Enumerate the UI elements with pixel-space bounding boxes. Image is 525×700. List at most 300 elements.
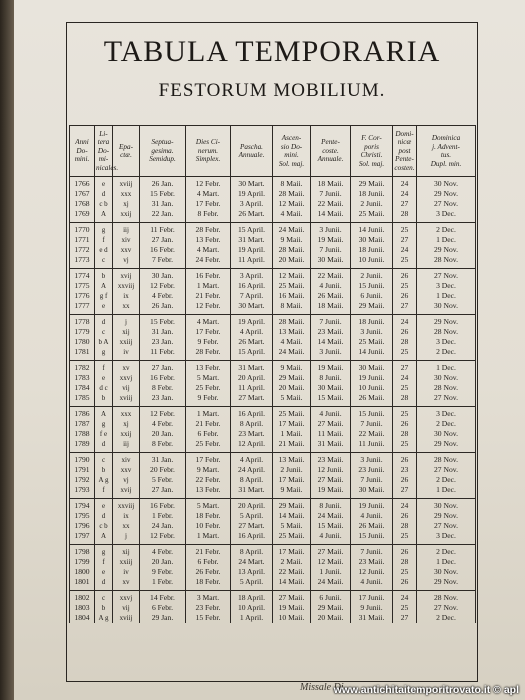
table-cell: 16 Febr. [140,245,186,255]
table-row [70,499,476,512]
table-cell: 27 Mart. [231,393,273,407]
table-cell: f [95,235,113,245]
table-cell: 20 Febr. [140,465,186,475]
table-cell: 8 April. [231,545,273,558]
table-cell: 16 April. [231,281,273,291]
table-cell: 2 Dec. [417,347,476,361]
table-cell: 12 Maii. [311,557,351,567]
table-cell: 1789 [70,439,95,453]
table-cell: g f [95,291,113,301]
table-row [70,301,476,315]
table-cell: c [95,327,113,337]
table-cell: 1783 [70,373,95,383]
table-cell: 23 Maii. [311,453,351,466]
table-cell: 25 [393,603,417,613]
table-cell: 8 April. [231,419,273,429]
table-cell: 13 Maii. [273,453,311,466]
table-cell: 24 [393,499,417,512]
table-cell: 25 [393,383,417,393]
table-cell: xvij [113,485,140,499]
table-cell: 16 Febr. [140,373,186,383]
table-cell: 28 Maii. [273,245,311,255]
table-cell: 9 Maii. [273,361,311,374]
table-cell: A [95,209,113,223]
column-header: Pente- coste. Annuale. [311,126,351,177]
table-cell: e [95,567,113,577]
table-cell: 1 Mart. [186,407,231,420]
table-cell: 26 [393,475,417,485]
column-header: F. Cor- poris Christi. Sol. maj. [351,126,393,177]
table-row [70,255,476,269]
table-cell: 1766 [70,177,95,190]
table-cell: 27 [393,613,417,623]
table-cell: 28 Nov. [417,255,476,269]
table-cell: 15 Junii. [351,531,393,545]
table-cell: 11 Junii. [351,439,393,453]
table-cell: 24 Jan. [140,521,186,531]
table-cell: 17 Febr. [186,199,231,209]
table-row [70,199,476,209]
table-cell: 30 Maii. [351,235,393,245]
table-cell: A [95,407,113,420]
table-cell: 20 Jan. [140,557,186,567]
table-cell: ix [113,511,140,521]
column-header: Ascen- sio Do- mini. Sol. maj. [273,126,311,177]
watermark: www.antichitaitemporitrovato.it © apl [333,684,519,696]
table-cell: 27 Nov. [417,603,476,613]
table-cell: 23 Maii. [311,327,351,337]
table-cell: 26 Jan. [140,177,186,190]
table-cell: g [95,545,113,558]
table-cell: 26 Jan. [140,301,186,315]
table-cell: A g [95,475,113,485]
table-cell: 19 April. [231,189,273,199]
table-row [70,485,476,499]
table-cell: d c [95,383,113,393]
table-cell: 1 Dec. [417,235,476,245]
table-row [70,613,476,623]
table-cell: 27 Nov. [417,465,476,475]
column-header: Domi- nicæ post Pente- costen. [393,126,417,177]
table-cell: 14 Febr. [140,591,186,604]
table-cell: xxviij [113,281,140,291]
table-cell: 4 Febr. [140,545,186,558]
table-header-row [70,126,476,177]
table-cell: xx [113,301,140,315]
table-cell: d [95,439,113,453]
table-cell: 23 Jan. [140,393,186,407]
table-row [70,393,476,407]
table-cell: 25 [393,407,417,420]
table-cell: xxviij [113,499,140,512]
table-cell: 25 [393,347,417,361]
table-cell: 1801 [70,577,95,591]
table-cell: 24 [393,591,417,604]
table-cell: 27 Mart. [231,521,273,531]
table-cell: iij [113,223,140,236]
table-cell: 29 Jan. [140,613,186,623]
table-cell: 17 Febr. [186,327,231,337]
table-cell: 24 Maii. [273,347,311,361]
table-cell: 30 Mart. [231,177,273,190]
table-cell: 28 [393,209,417,223]
table-cell: g [95,223,113,236]
table-cell: 1804 [70,613,95,623]
table-cell: 24 Maii. [311,577,351,591]
table-cell: 8 Febr. [140,383,186,393]
table-cell: 29 Maii. [351,177,393,190]
table-cell: 4 Junii. [311,281,351,291]
table-cell: 14 Maii. [311,209,351,223]
table-cell: 11 April. [231,255,273,269]
table-cell: 25 Febr. [186,439,231,453]
table-cell: 29 Maii. [273,373,311,383]
table-cell: c [95,591,113,604]
table-cell: 27 Maii. [273,591,311,604]
table-cell: 25 Febr. [186,383,231,393]
table-cell: 4 Febr. [140,291,186,301]
table-cell: 13 Febr. [186,235,231,245]
table-cell: 31 Maii. [351,613,393,623]
table-cell: xiv [113,453,140,466]
table-cell: 25 [393,281,417,291]
table-cell: 4 April. [231,453,273,466]
table-cell: 5 Maii. [273,393,311,407]
table-cell: 12 Maii. [273,269,311,282]
table-cell: 1 Maii. [273,429,311,439]
table-cell: 30 Maii. [311,255,351,269]
table-cell: 1771 [70,235,95,245]
table-cell: 26 Mart. [231,209,273,223]
table-cell: 3 Junii. [351,327,393,337]
table-cell: 25 Maii. [351,209,393,223]
table-cell: j [113,315,140,328]
table-cell: 30 Nov. [417,373,476,383]
table-row [70,439,476,453]
table-cell: 30 Nov. [417,301,476,315]
table-cell: 28 Maii. [273,189,311,199]
column-header: Dominica j. Advent- tus. Dupl. min. [417,126,476,177]
table-cell: 5 April. [231,511,273,521]
table-cell: 1794 [70,499,95,512]
table-cell: 4 April. [231,327,273,337]
table-cell: 27 Maii. [311,545,351,558]
table-row [70,383,476,393]
table-cell: 26 [393,511,417,521]
table-cell: 24 [393,245,417,255]
table-cell: 19 Maii. [311,361,351,374]
table-cell: 17 Maii. [273,475,311,485]
table-row [70,315,476,328]
table-cell: 26 Febr. [186,567,231,577]
table-cell: 29 Maii. [273,499,311,512]
table-cell: 28 Nov. [417,453,476,466]
table-cell: 1 Dec. [417,361,476,374]
table-cell: 12 Febr. [140,407,186,420]
table-cell: 15 April. [231,223,273,236]
table-cell: 16 April. [231,531,273,545]
table-cell: 26 [393,577,417,591]
table-cell: 4 Febr. [140,419,186,429]
page-subtitle: FESTORUM MOBILIUM. [158,80,386,101]
table-cell: 15 Febr. [140,315,186,328]
table-cell: 24 [393,177,417,190]
table-cell: 7 Febr. [140,255,186,269]
table-cell: 25 [393,255,417,269]
table-cell: 20 Jan. [140,429,186,439]
table-cell: 18 Febr. [186,577,231,591]
table-cell: 8 Junii. [311,499,351,512]
table-cell: 18 Junii. [351,189,393,199]
table-cell: xxvj [113,373,140,383]
table-cell: 19 Junii. [351,499,393,512]
table-cell: xxij [113,209,140,223]
table-cell: 24 April. [231,465,273,475]
table-cell: 22 Maii. [311,199,351,209]
table-cell: 29 Nov. [417,577,476,591]
table-cell: xviij [113,177,140,190]
table-cell: 8 Maii. [273,301,311,315]
table-cell: 11 Febr. [140,223,186,236]
table-cell: xj [113,419,140,429]
table-cell: xv [113,361,140,374]
table-cell: 2 Junii. [351,269,393,282]
table-cell: 13 Febr. [186,361,231,374]
table-cell: 15 Febr. [140,189,186,199]
table-cell: 1 Mart. [186,531,231,545]
table-cell: 7 Junii. [311,245,351,255]
table-cell: 3 Dec. [417,531,476,545]
table-cell: 29 Maii. [351,301,393,315]
table-cell: 6 Junii. [351,291,393,301]
feasts-table [69,125,476,623]
table-cell: 10 April. [231,603,273,613]
table-cell: 1 Dec. [417,485,476,499]
table-row [70,373,476,383]
table-row [70,419,476,429]
table-cell: 1782 [70,361,95,374]
table-cell: 28 [393,393,417,407]
table-cell: 29 Maii. [311,603,351,613]
table-row [70,511,476,521]
table-cell: 24 [393,373,417,383]
table-cell: 31 Jan. [140,199,186,209]
table-cell: 1777 [70,301,95,315]
table-cell: f [95,557,113,567]
table-cell: 1 Febr. [140,577,186,591]
table-cell: 15 Febr. [186,613,231,623]
table-cell: xxv [113,245,140,255]
table-cell: d [95,189,113,199]
table-cell: ix [113,291,140,301]
table-cell: 27 [393,361,417,374]
table-cell: 27 [393,485,417,499]
table-cell: 3 Junii. [351,453,393,466]
book-spine [0,0,14,700]
table-cell: 31 Jan. [140,453,186,466]
table-cell: 1803 [70,603,95,613]
table-cell: 28 Nov. [417,383,476,393]
table-cell: 7 Junii. [351,545,393,558]
table-cell: 1778 [70,315,95,328]
table-cell: 11 Maii. [311,429,351,439]
table-cell: 1796 [70,521,95,531]
table-cell: 11 April. [231,383,273,393]
table-cell: 31 Maii. [311,439,351,453]
table-cell: 25 Maii. [273,281,311,291]
table-row [70,567,476,577]
table-row [70,591,476,604]
table-cell: 16 Maii. [273,291,311,301]
table-row [70,603,476,613]
table-row [70,521,476,531]
table-cell: 27 Jan. [140,235,186,245]
table-cell: 27 Maii. [311,419,351,429]
table-cell: 27 Jan. [140,361,186,374]
table-cell: 1792 [70,475,95,485]
table-cell: 22 Maii. [311,269,351,282]
table-cell: 7 Junii. [311,315,351,328]
table-row [70,235,476,245]
table-cell: 8 Junii. [311,373,351,383]
table-cell: 1784 [70,383,95,393]
table-cell: 13 April. [231,567,273,577]
table-cell: vj [113,475,140,485]
table-cell: 16 April. [231,407,273,420]
table-cell: 1788 [70,429,95,439]
table-cell: 9 Febr. [186,337,231,347]
table-cell: xviij [113,393,140,407]
table-cell: xij [113,327,140,337]
table-cell: 6 Febr. [186,429,231,439]
table-cell: 9 Mart. [186,465,231,475]
table-row [70,269,476,282]
column-header: Anni Do- mini. [70,126,95,177]
table-cell: 1793 [70,485,95,499]
table-cell: 12 Junii. [311,465,351,475]
table-cell: iv [113,347,140,361]
table-cell: 15 Maii. [311,393,351,407]
table-cell: 12 Maii. [273,199,311,209]
table-cell: 25 [393,531,417,545]
table-row [70,545,476,558]
table-cell: 3 April. [231,269,273,282]
table-cell: 7 Junii. [351,475,393,485]
table-cell: 3 Junii. [311,223,351,236]
table-row [70,361,476,374]
table-cell: 1769 [70,209,95,223]
table-cell: 26 Maii. [351,393,393,407]
table-row [70,245,476,255]
table-row [70,577,476,591]
table-cell: xxiij [113,337,140,347]
table-cell: 1775 [70,281,95,291]
table-cell: 27 Jan. [140,485,186,499]
table-cell: 21 Febr. [186,545,231,558]
table-row [70,347,476,361]
table-cell: 24 [393,315,417,328]
table-cell: 10 Febr. [186,521,231,531]
table-cell: 9 Febr. [140,567,186,577]
table-cell: 5 Mart. [186,499,231,512]
table-cell: xj [113,199,140,209]
table-cell: 1797 [70,531,95,545]
column-header: Dies Ci- nerum. Simplex. [186,126,231,177]
table-cell: e [95,499,113,512]
table-cell: 28 Nov. [417,327,476,337]
table-cell: 28 [393,429,417,439]
table-row [70,177,476,190]
table-cell: vj [113,255,140,269]
table-cell: 9 Febr. [186,393,231,407]
table-cell: 1772 [70,245,95,255]
table-cell: 10 Junii. [351,383,393,393]
table-cell: 30 Nov. [417,429,476,439]
table-cell: 1790 [70,453,95,466]
table-cell: 25 [393,223,417,236]
table-cell: 20 Maii. [311,613,351,623]
table-row [70,531,476,545]
table-cell: 16 Febr. [140,499,186,512]
table-cell: 25 [393,567,417,577]
table-cell: 14 Maii. [311,337,351,347]
table-cell: xiv [113,235,140,245]
table-cell: xxij [113,429,140,439]
table-cell: 17 Febr. [186,453,231,466]
table-cell: 1 Junii. [311,567,351,577]
table-cell: 8 Febr. [186,209,231,223]
table-row [70,189,476,199]
table-cell: 18 Maii. [311,301,351,315]
table-cell: 30 Nov. [417,567,476,577]
table-cell: 1786 [70,407,95,420]
table-cell: g [95,419,113,429]
table-cell: 26 Maii. [351,521,393,531]
column-header: Epa- ctæ. [113,126,140,177]
table-cell: 20 Maii. [273,255,311,269]
table-row [70,281,476,291]
table-cell: g [95,347,113,361]
table-cell: 14 Maii. [273,577,311,591]
table-cell: 4 Junii. [311,531,351,545]
table-cell: c b [95,521,113,531]
table-cell: 9 Maii. [273,485,311,499]
table-cell: 22 Jan. [140,209,186,223]
table-cell: 27 [393,301,417,315]
table-row [70,557,476,567]
table-cell: 12 Febr. [186,301,231,315]
table-row [70,429,476,439]
table-cell: 24 Mart. [231,557,273,567]
table-cell: 31 Mart. [231,361,273,374]
table-cell: 4 Junii. [351,577,393,591]
table-cell: 8 Maii. [273,177,311,190]
table-row [70,465,476,475]
table-cell: 2 Junii. [273,465,311,475]
table-cell: 7 Junii. [311,189,351,199]
table-cell: 18 Maii. [311,177,351,190]
table-row [70,407,476,420]
table-cell: 3 Dec. [417,209,476,223]
table-cell: 12 Febr. [140,281,186,291]
column-header: Li- tera Do- mi- nicales. [95,126,113,177]
table-cell: iij [113,439,140,453]
table-cell: 14 Maii. [273,511,311,521]
table-cell: 30 Maii. [351,485,393,499]
table-cell: 30 Nov. [417,499,476,512]
table-cell: 30 Maii. [351,361,393,374]
table-cell: 1 Dec. [417,557,476,567]
